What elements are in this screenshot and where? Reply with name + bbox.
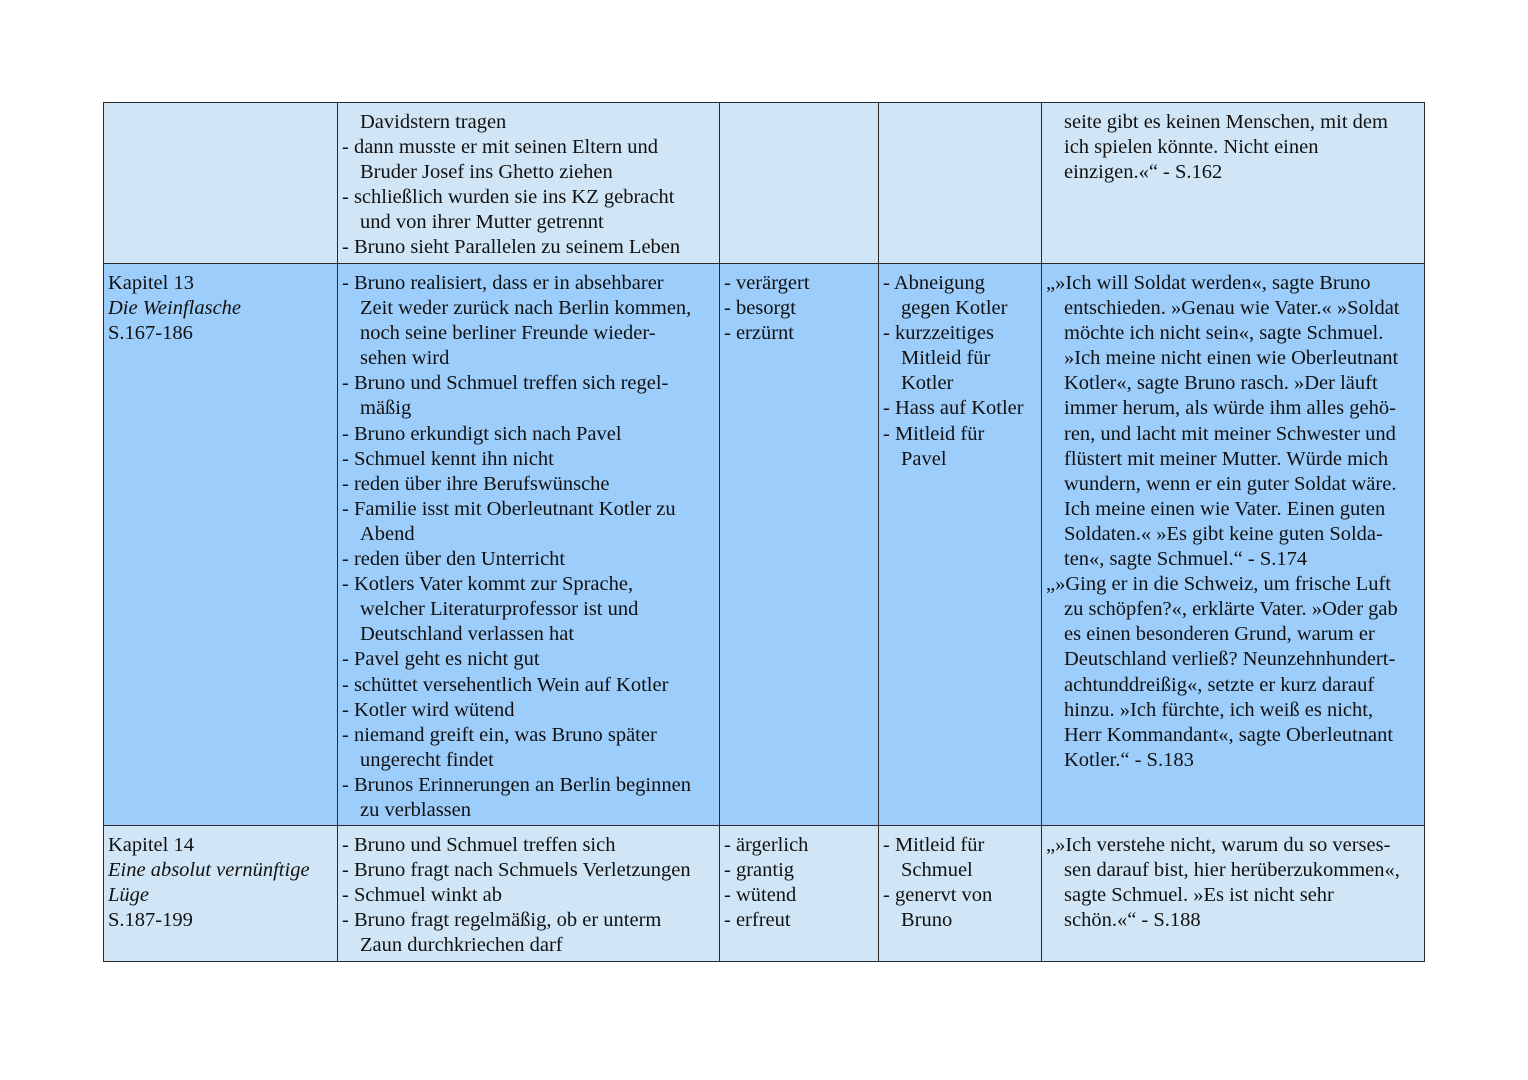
quote-line: immer herum, als würde ihm alles gehö- [1064,397,1396,420]
feeling-line: Pavel [901,447,947,470]
event-line: - Bruno realisiert, dass er in absehbarer [342,272,664,294]
quote-line: „»Ich verstehe nicht, warum du so verses- [1046,834,1391,857]
feeling-line: gegen Kotler [901,297,1008,320]
events-cell [338,103,720,264]
event-line: noch seine berliner Freunde wieder- [360,322,656,345]
quote-line: es einen besonderen Grund, warum er [1064,623,1375,646]
quote-line: Kotler«, sagte Bruno rasch. »Der läuft [1064,372,1378,395]
feeling-line: - Mitleid für [883,422,985,445]
feeling-line: - genervt von [883,884,993,907]
feeling-line: - Hass auf Kotler [883,397,1024,420]
feeling-line: - wütend [724,884,797,907]
feelings-bruno-cell [720,264,879,826]
feelings-other-cell [879,264,1042,826]
chapter-cell [104,826,338,961]
event-line: welcher Literaturprofessor ist und [360,598,639,621]
quote-line: entschieden. »Genau wie Vater.« »Soldat [1064,297,1400,320]
event-line: - Schmuel kennt ihn nicht [342,447,554,470]
event-line: ungerecht findet [360,748,494,771]
quote-line: einzigen.«“ - S.162 [1064,161,1223,184]
event-line: sehen wird [360,347,450,370]
event-line: mäßig [360,397,412,420]
feeling-line: Kotler [901,372,954,395]
event-line: - Bruno und Schmuel treffen sich regel- [342,372,669,395]
feelings-other-cell [879,103,1042,264]
quote-line: möchte ich nicht sein«, sagte Schmuel. [1064,322,1384,345]
chapter-number: Kapitel 14 [108,834,194,857]
event-line: - dann musste er mit seinen Eltern und [342,136,658,159]
event-line: - Bruno fragt regelmäßig, ob er unterm [342,909,662,932]
quote-line: hinzu. »Ich fürchte, ich weiß es nicht, [1064,698,1374,721]
events-cell [338,264,720,826]
event-line: Davidstern tragen [360,111,507,133]
event-line: Zaun durchkriechen darf [360,934,563,957]
event-line: - Kotler wird wütend [342,698,515,721]
quote-line: ich spielen könnte. Nicht einen [1064,136,1319,159]
feeling-line: Schmuel [901,859,973,882]
quote-line: ten«, sagte Schmuel.“ - S.174 [1064,548,1308,571]
table-row-kapitel-14 [104,826,1425,961]
event-line: - niemand greift ein, was Bruno später [342,723,657,746]
feelings-other-cell [879,826,1042,961]
event-line: - reden über ihre Berufswünsche [342,472,610,495]
chapter-cell [104,103,338,264]
event-line: - Bruno sieht Parallelen zu seinem Leben [342,236,681,259]
quote-line: »Ich meine nicht einen wie Oberleutnant [1064,347,1399,370]
events-cell [338,826,720,961]
chapter-title: Lüge [108,884,149,907]
event-line: - Brunos Erinnerungen an Berlin beginnen [342,773,691,796]
event-line: - Familie isst mit Oberleutnant Kotler zu [342,497,676,520]
quote-line: achtunddreißig«, setzte er kurz darauf [1064,673,1375,696]
feeling-line: Mitleid für [901,347,991,370]
event-line: - Kotlers Vater kommt zur Sprache, [342,573,634,596]
feelings-bruno-cell [720,103,879,264]
quotes-cell [1042,264,1425,826]
event-line: - Bruno fragt nach Schmuels Verletzungen [342,859,691,882]
quote-line: Soldaten.« »Es gibt keine guten Solda- [1064,522,1383,545]
event-line: - Pavel geht es nicht gut [342,648,540,671]
chapter-title: Die Weinflasche [108,297,242,320]
quote-line: sagte Schmuel. »Es ist nicht sehr [1064,884,1334,907]
chapter-summary-table [103,102,1425,962]
feeling-line: - erzürnt [724,322,794,345]
feeling-line: - Abneigung [883,272,985,294]
event-line: - Schmuel winkt ab [342,884,502,907]
event-line: - schließlich wurden sie ins KZ gebracht [342,186,675,209]
event-line: Bruder Josef ins Ghetto ziehen [360,161,613,184]
quote-line: schön.«“ - S.188 [1064,909,1201,932]
chapter-summary-table-wrapper [103,102,1425,962]
feelings-bruno-cell [720,826,879,961]
chapter-title: Eine absolut vernünftige [108,859,310,882]
chapter-number: Kapitel 13 [108,272,194,294]
feeling-line: - besorgt [724,297,796,320]
event-line: Deutschland verlassen hat [360,623,575,646]
feeling-line: Bruno [901,909,953,932]
chapter-cell [104,264,338,826]
event-line: - reden über den Unterricht [342,548,566,571]
quote-line: Herr Kommandant«, sagte Oberleutnant [1064,723,1394,746]
event-line: - Bruno erkundigt sich nach Pavel [342,422,622,445]
quote-line: zu schöpfen?«, erklärte Vater. »Oder gab [1064,598,1398,621]
quote-line: Kotler.“ - S.183 [1064,748,1194,771]
quote-line: ren, und lacht mit meiner Schwester und [1064,422,1396,445]
table-row-continuation [104,103,1425,264]
feeling-line: - Mitleid für [883,834,985,857]
quote-line: wundern, wenn er ein guter Soldat wäre. [1064,472,1397,495]
feeling-line: - kurzzeitiges [883,322,994,345]
quote-line: Deutschland verließ? Neunzehnhundert- [1064,648,1396,671]
quotes-cell [1042,826,1425,961]
quote-line: flüstert mit meiner Mutter. Würde mich [1064,447,1389,470]
chapter-pages: S.187-199 [108,909,193,932]
feeling-line: - verärgert [724,272,810,294]
feeling-line: - erfreut [724,909,791,932]
event-line: und von ihrer Mutter getrennt [360,211,604,234]
event-line: Abend [360,522,415,545]
quote-line: „»Ging er in die Schweiz, um frische Luft [1046,573,1391,596]
table-row-kapitel-13 [104,264,1425,826]
feeling-line: - grantig [724,859,795,882]
event-line: - Bruno und Schmuel treffen sich [342,834,616,857]
quote-line: seite gibt es keinen Menschen, mit dem [1064,111,1388,133]
event-line: zu verblassen [360,798,471,821]
quote-line: „»Ich will Soldat werden«, sagte Bruno [1046,272,1371,294]
quotes-cell [1042,103,1425,264]
event-line: - schüttet versehentlich Wein auf Kotler [342,673,669,696]
event-line: Zeit weder zurück nach Berlin kommen, [360,297,692,320]
feeling-line: - ärgerlich [724,834,809,857]
quote-line: sen darauf bist, hier herüberzukommen«, [1064,859,1400,882]
quote-line: Ich meine einen wie Vater. Einen guten [1064,497,1386,520]
chapter-pages: S.167-186 [108,322,193,345]
